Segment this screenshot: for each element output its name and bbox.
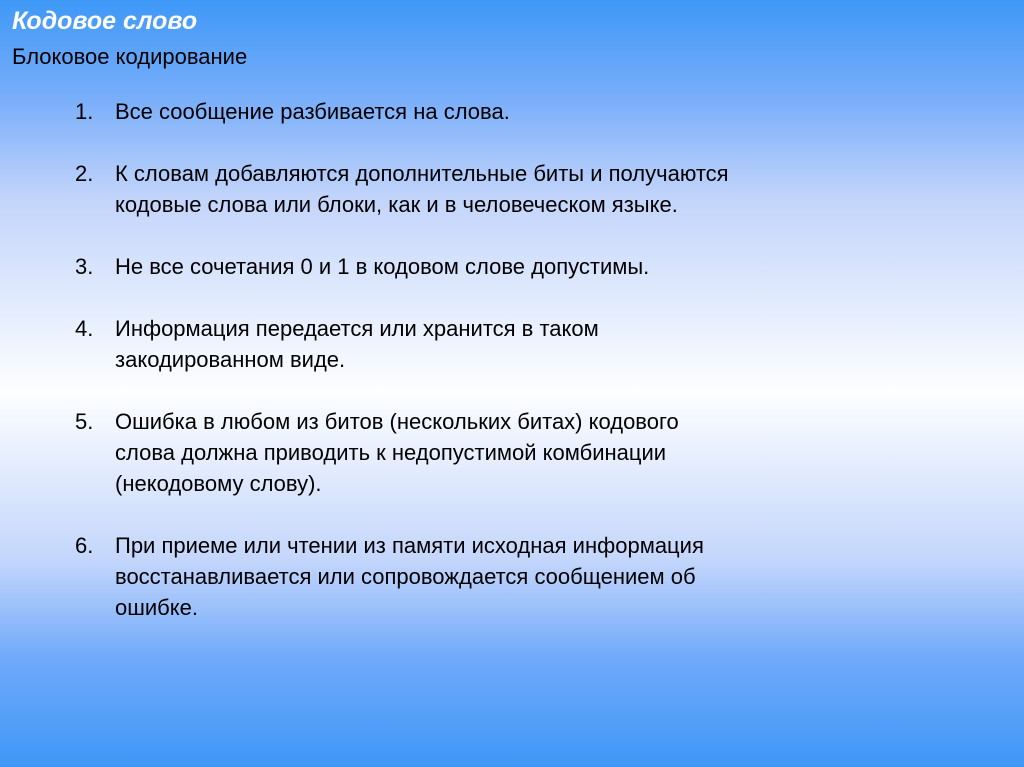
list-item-text: Информация передается или хранится в таком закодированном виде.	[115, 316, 599, 372]
list-item-text: При приеме или чтении из памяти исходная информация восстанавливается или сопровождается сообщением об ошибке.	[115, 533, 704, 620]
slide-title: Кодовое слово	[12, 7, 198, 35]
list-item-number: 1.	[75, 99, 94, 124]
list-item-text: Все сообщение разбивается на слова.	[115, 99, 510, 124]
list-item-text: Не все сочетания 0 и 1 в кодовом слове допустимы.	[115, 254, 650, 279]
list-item-number: 3.	[75, 254, 94, 279]
list-item	[0, 158, 1024, 220]
list-item-text: Ошибка в любом из битов (нескольких битах) кодового слова должна приводить к недопустимой комбинации (некодовому слову).	[115, 409, 679, 496]
list-item-number: 4.	[75, 316, 94, 341]
list-item-text: К словам добавляются дополнительные биты и получаются кодовые слова или блоки, как и в человеческом языке.	[115, 161, 729, 217]
list-item-number: 6.	[75, 533, 94, 558]
list-item-number: 5.	[75, 409, 94, 434]
list-item	[0, 251, 1024, 282]
list-item	[0, 96, 1024, 127]
numbered-list	[0, 96, 1024, 623]
list-item	[0, 530, 1024, 623]
list-item-number: 2.	[75, 161, 94, 186]
list-item	[0, 406, 1024, 499]
slide-subtitle: Блоковое кодирование	[12, 44, 248, 69]
list-item	[0, 313, 1024, 375]
